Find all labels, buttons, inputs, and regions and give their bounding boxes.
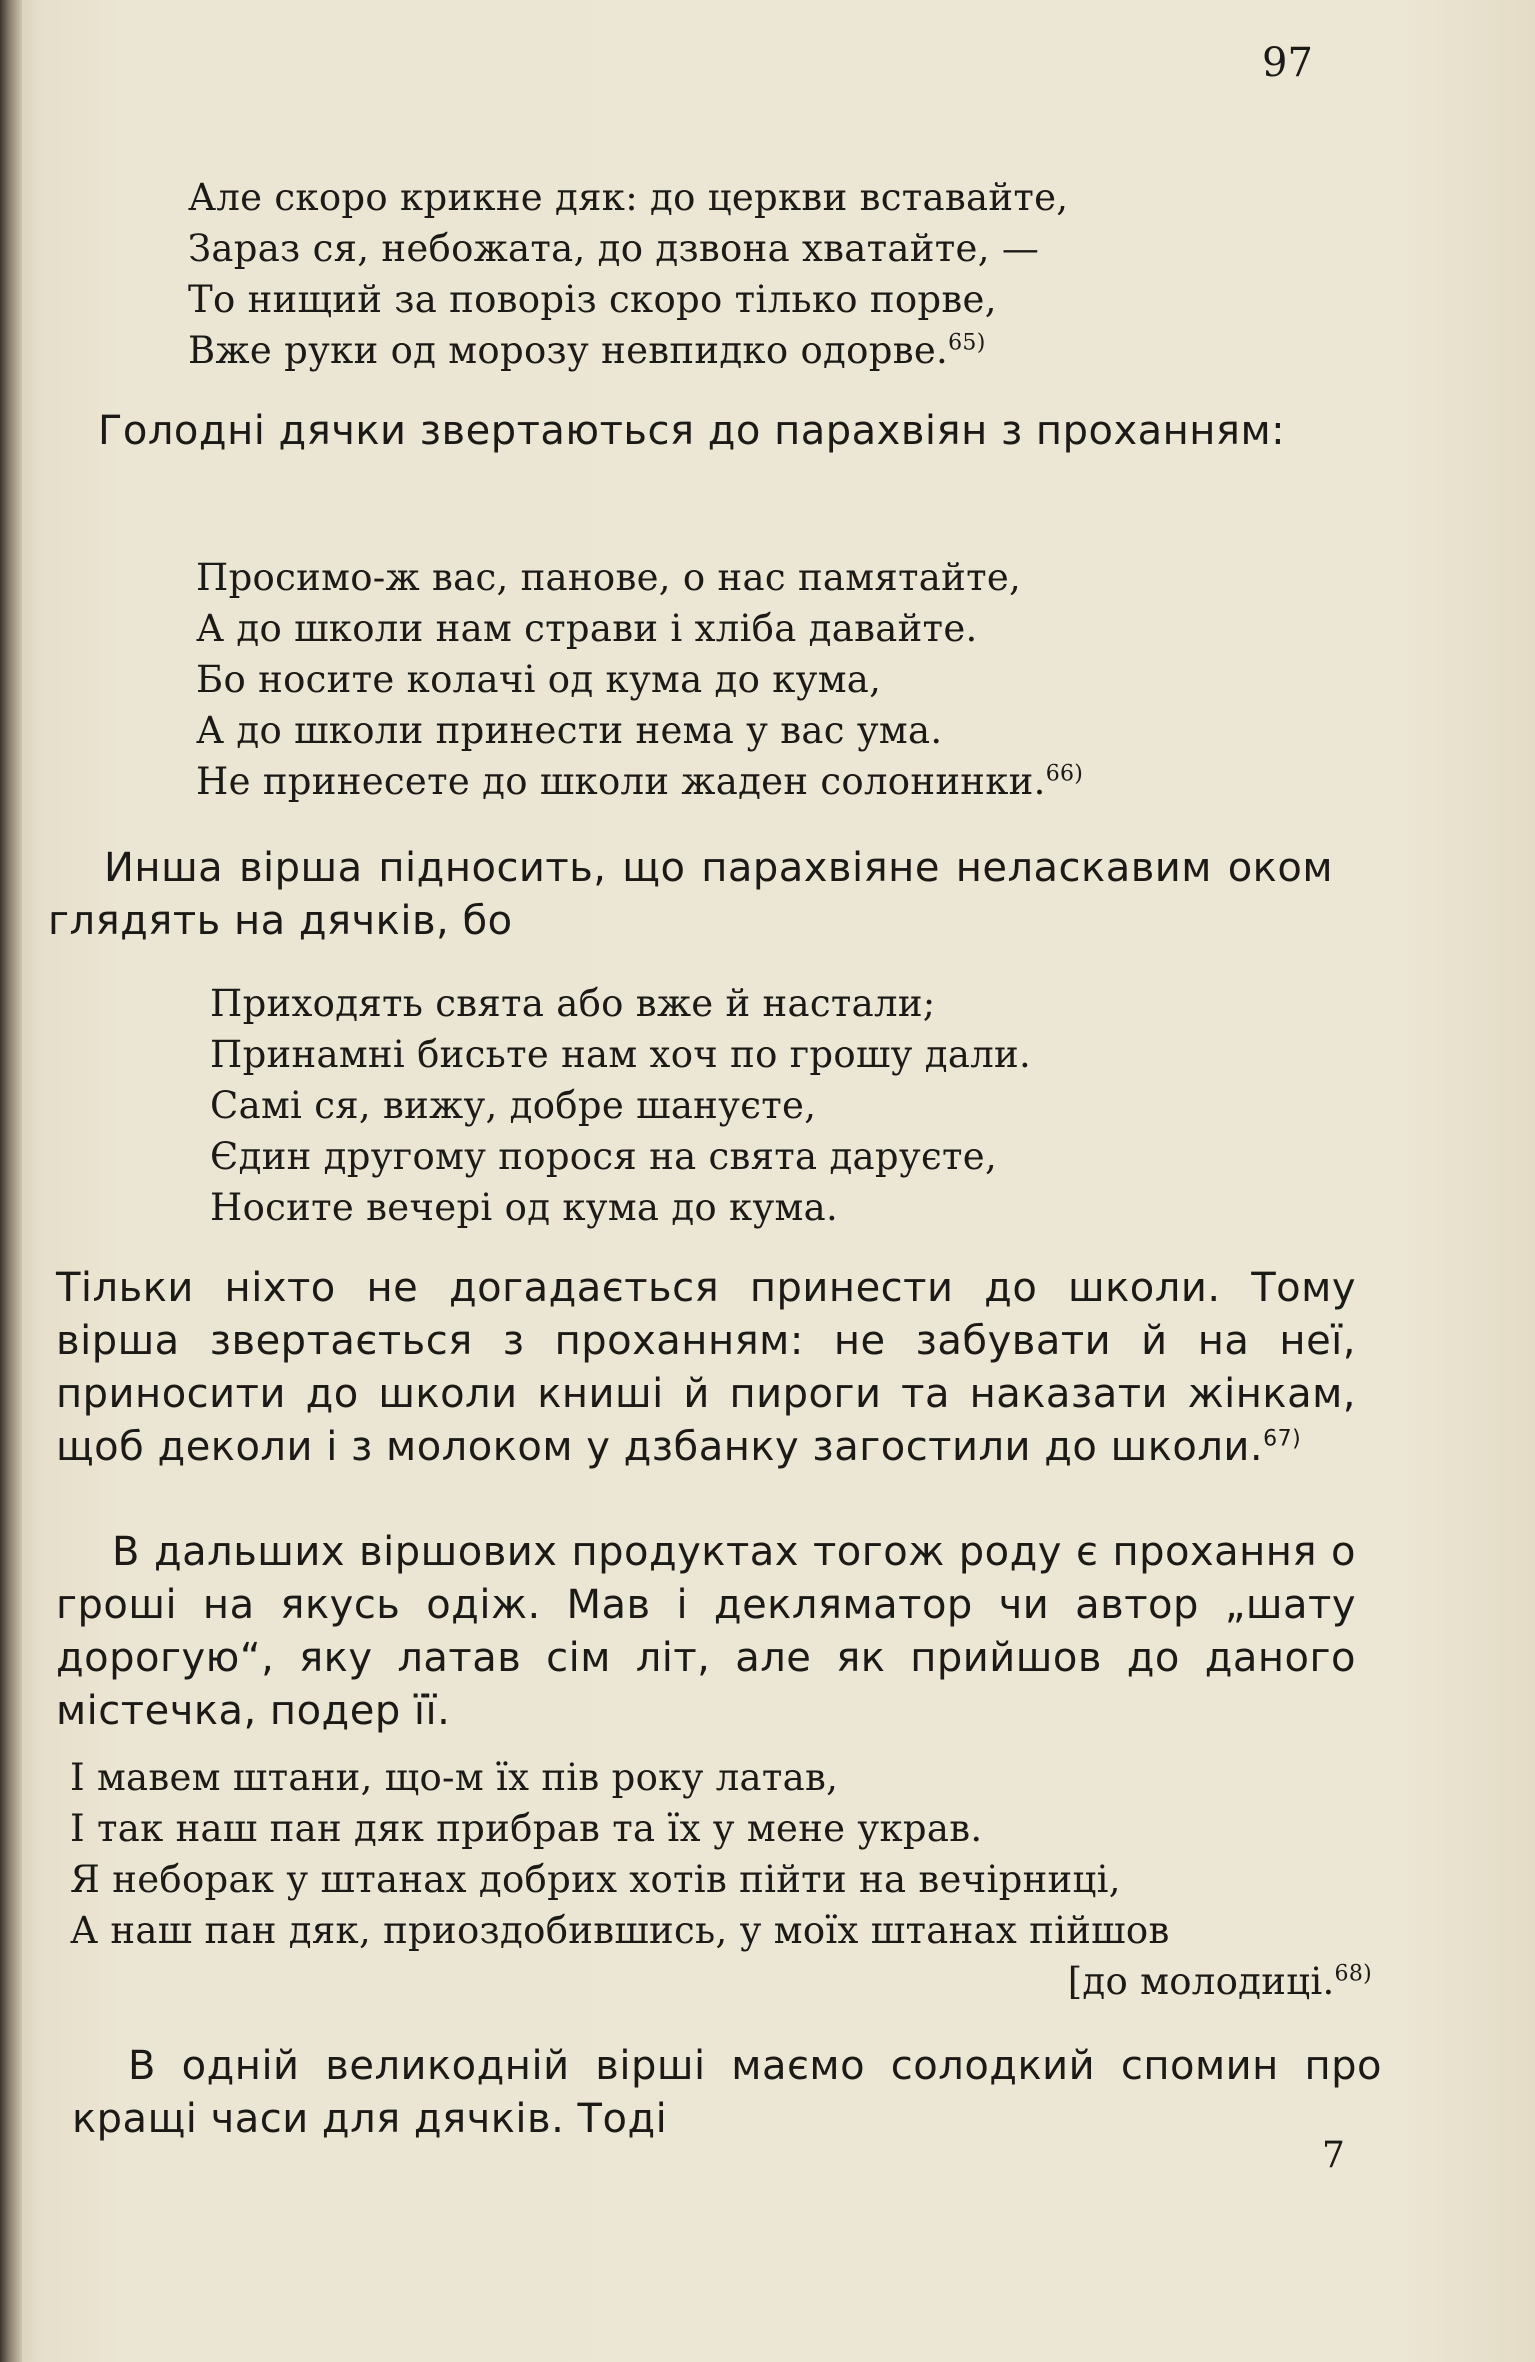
paragraph-3 (56, 1262, 1356, 1474)
verse-block-1 (188, 172, 1188, 376)
verse-line: Самі ся, вижу, добре шануєте, (210, 1084, 817, 1127)
verse-line: Не принесете до школи жаден солонинки.$^{66)}$ (196, 760, 1084, 803)
verse-line: Приходять свята або вже й настали; (210, 982, 936, 1025)
verse-line-continuation: [до молодиці.$^{68)}$ (1067, 1960, 1372, 2003)
paragraph-text: Голодні дячки звертаються до парахвіян з проханням: (98, 408, 1286, 454)
verse-line: Принамні бисьте нам хоч по грошу дали. (210, 1033, 1032, 1076)
paragraph-text: В дальших віршових продуктах тогож роду є прохання о гроші на якусь одіж. Мав і декляматор чи автор „шату дорогую“, яку латав сім літ, але як прийшов до даного містечка, подер її. (56, 1529, 1356, 1734)
verse-line: Вже руки од морозу невпидко одорве.$^{65)}$ (188, 329, 986, 372)
verse-line: Бо носите колачі од кума до кума, (196, 658, 882, 701)
verse-line: А до школи принести нема у вас ума. (196, 709, 943, 752)
verse-line: А наш пан дяк, приоздобившись, у моїх штанах пійшов (70, 1909, 1170, 1952)
paragraph-5 (72, 2040, 1382, 2146)
verse-line: І мавем штани, що-м їх пів року латав, (70, 1756, 839, 1799)
paragraph-1 (42, 405, 1332, 458)
footnote-ref: 65) (948, 330, 986, 356)
verse-line: Носите вечері од кума до кума. (210, 1186, 839, 1229)
verse-line: А до школи нам страви і хліба давайте. (196, 607, 978, 650)
verse-line: Зараз ся, небожата, до дзвона хватайте, — (188, 227, 1040, 270)
verse-line: Я неборак у штанах добрих хотів пійти на вечірниці, (70, 1858, 1121, 1901)
paragraph-2 (48, 842, 1333, 948)
verse-line: Єдин другому порося на свята даруєте, (210, 1135, 998, 1178)
verse-line: Але скоро крикне дяк: до церкви вставайте, (188, 176, 1069, 219)
verse-block-4 (70, 1752, 1380, 2007)
paragraph-4 (56, 1526, 1356, 1738)
paragraph-text: Инша вірша підносить, що парахвіяне неласкавим оком глядять на дячків, бо (48, 845, 1333, 944)
binding-gutter (0, 0, 22, 2362)
page-number: 97 (1262, 40, 1313, 86)
footnote-ref: 67) (1263, 1426, 1302, 1452)
signature-number: 7 (1322, 2135, 1345, 2176)
verse-line: І так наш пан дяк прибрав та їх у мене украв. (70, 1807, 983, 1850)
verse-line: Просимо-ж вас, панове, о нас памятайте, (196, 556, 1022, 599)
verse-block-3 (210, 978, 1210, 1233)
paragraph-text: Тільки ніхто не догадається принести до школи. Тому вірша звертається з проханням: не забувати й на неї, приносити до школи книші й пироги та наказати жінкам, щоб деколи і з молоком у дзбанку загостили до школи.$^{67)}$ (56, 1265, 1356, 1470)
footnote-ref: 66) (1045, 761, 1084, 787)
footnote-ref: 68) (1334, 1961, 1372, 1987)
verse-line: То нищий за поворіз скоро тілько порве, (188, 278, 997, 321)
paragraph-text: В одній великодній вірші маємо солодкий спомин про кращі часи для дячків. Тоді (72, 2043, 1382, 2142)
verse-block-2 (196, 552, 1196, 807)
